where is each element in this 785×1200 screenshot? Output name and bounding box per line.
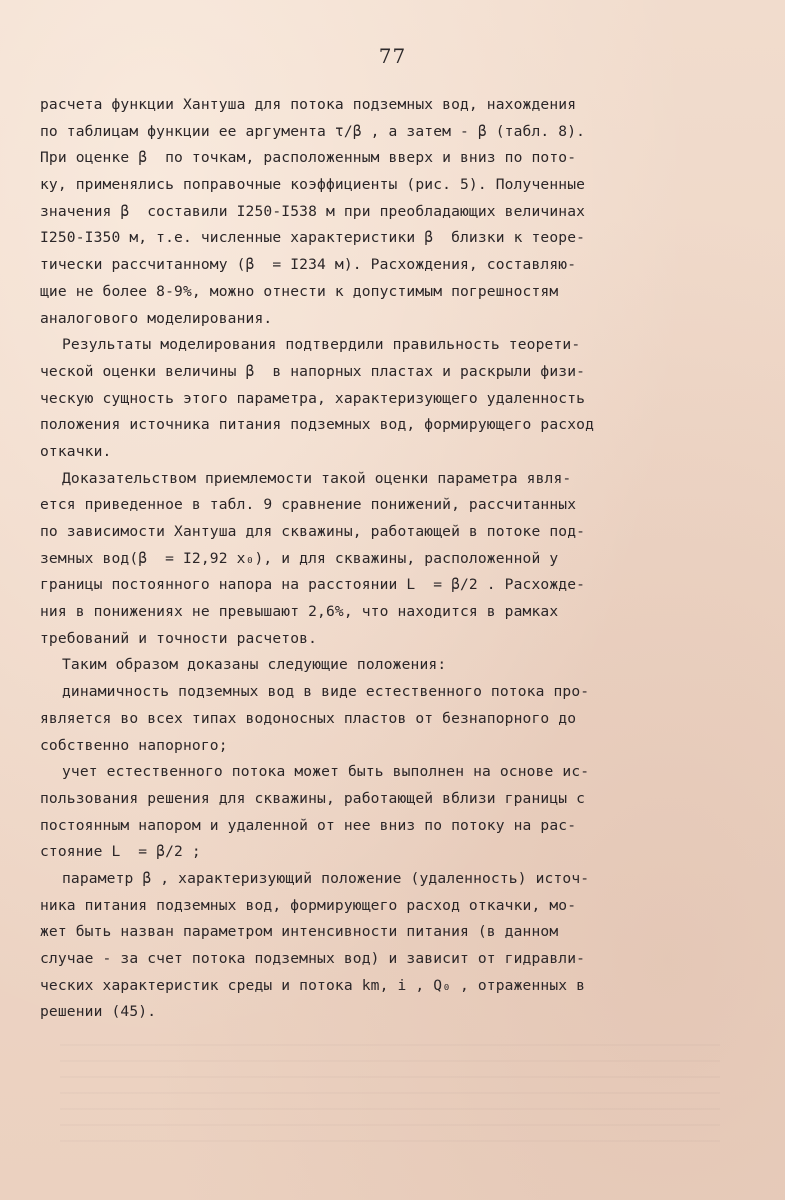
text-line: аналогового моделирования. — [40, 309, 273, 327]
text-line: учет естественного потока может быть выполнен на основе ис- — [62, 763, 590, 781]
text-line: по зависимости Хантуша для скважины, работающей в потоке под- — [40, 523, 586, 540]
text-line: пользования решения для скважины, работающей вблизи границы с — [40, 789, 586, 807]
text-line: случае - за счет потока подземных вод) и зависит от гидравли- — [40, 950, 586, 967]
text-line: значения β составили I250-I538 м при преобладающих величинах — [40, 202, 586, 220]
text-line: При оценке β по точкам, расположенным вверх и вниз по пото- — [40, 149, 577, 167]
text-line: тически рассчитанному (β = I234 м). Расхождения, составляю- — [40, 256, 577, 274]
text-line: Таким образом доказаны следующие положения: — [62, 656, 447, 674]
text-line: откачки. — [40, 442, 112, 460]
body-text — [40, 92, 750, 1026]
text-line: ку, применялись поправочные коэффициенты (рис. 5). Полученные — [40, 176, 586, 194]
text-line: ческих характеристик среды и потока km, i , Q₀ , отраженных в — [40, 976, 586, 994]
page-number: 77 — [378, 44, 407, 68]
text-line: ния в понижениях не превышают 2,6%, что находится в рамках — [40, 603, 559, 621]
text-line: постоянным напором и удаленной от нее вниз по потоку на рас- — [40, 816, 577, 834]
text-line: Доказательством приемлемости такой оценки параметра явля- — [62, 469, 572, 487]
text-line: ческую сущность этого параметра, характеризующего удаленность — [40, 389, 586, 407]
text-line: границы постоянного напора на расстоянии L = β/2 . Расхожде- — [40, 576, 586, 594]
text-line: собственно напорного; — [40, 736, 228, 754]
text-line: ется приведенное в табл. 9 сравнение понижений, рассчитанных — [40, 496, 577, 514]
text-line: I250-I350 м, т.е. численные характеристики β близки к теоре- — [40, 229, 586, 247]
text-line: параметр β , характеризующий положение (удаленность) источ- — [62, 869, 590, 887]
bleed-through-texture — [60, 1030, 720, 1150]
text-line: положения источника питания подземных вод, формирующего расход — [40, 416, 595, 434]
text-line: требований и точности расчетов. — [40, 629, 318, 647]
text-line: является во всех типах водоносных пластов от безнапорного до — [40, 709, 577, 727]
text-line: по таблицам функции ее аргумента τ/β , а затем - β (табл. 8). — [40, 122, 586, 140]
text-line: жет быть назван параметром интенсивности питания (в данном — [40, 923, 559, 941]
text-line: Результаты моделирования подтвердили правильность теорети- — [62, 336, 581, 354]
text-line: щие не более 8-9%, можно отнести к допустимым погрешностям — [40, 282, 559, 300]
text-line: ческой оценки величины β в напорных пластах и раскрыли физи- — [40, 362, 586, 380]
text-line: земных вод(β = I2,92 x₀), и для скважины, расположенной у — [40, 549, 559, 567]
text-line: расчета функции Хантуша для потока подземных вод, нахождения — [40, 96, 577, 113]
text-line: динамичность подземных вод в виде естественного потока про- — [62, 683, 590, 701]
text-line: решении (45). — [40, 1003, 157, 1021]
text-line: стояние L = β/2 ; — [40, 843, 201, 861]
text-line: ника питания подземных вод, формирующего расход откачки, мо- — [40, 896, 577, 914]
